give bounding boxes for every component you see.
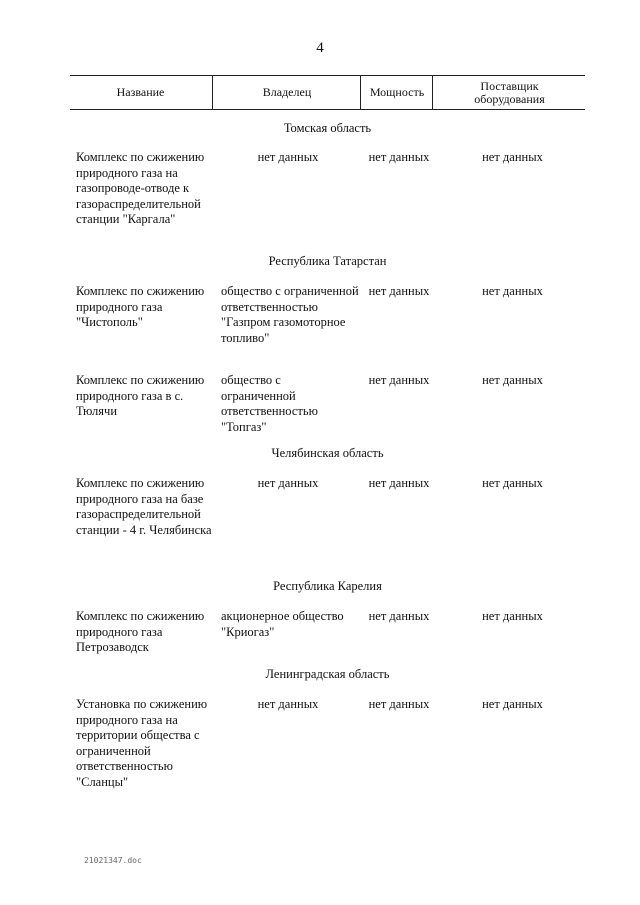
- row-name: Установка по сжижению природного газа на территории общества с ограниченной ответственностью "Сланцы": [76, 697, 208, 789]
- header-supplier-label: Поставщик оборудования: [474, 78, 545, 106]
- row-power: нет данных: [368, 476, 430, 490]
- row-power: нет данных: [368, 373, 430, 387]
- row-supplier: нет данных: [482, 609, 543, 623]
- row-owner: нет данных: [257, 150, 319, 164]
- row-power: нет данных: [368, 609, 430, 623]
- row-name: Комплекс по сжижению природного газа Петрозаводск: [76, 609, 205, 654]
- header-supplier: [432, 76, 586, 109]
- region-title: Ленинградская область: [265, 667, 390, 681]
- row-owner: нет данных: [257, 476, 319, 490]
- header-name: Название: [116, 85, 165, 99]
- row-supplier: нет данных: [482, 373, 543, 387]
- table-header: [70, 75, 585, 110]
- row-owner: общество с ограниченной ответственностью "Газпром газомоторное топливо": [221, 284, 359, 345]
- row-supplier: нет данных: [482, 284, 543, 298]
- header-power: Мощность: [360, 76, 433, 109]
- region-title: Республика Карелия: [273, 579, 382, 593]
- row-owner: общество с ограниченной ответственностью "Топгаз": [221, 373, 318, 434]
- header-owner: Владелец: [212, 76, 361, 109]
- row-owner: нет данных: [257, 697, 319, 711]
- row-name: Комплекс по сжижению природного газа на газопроводе-отводе к газораспределительной станции "Каргала": [76, 150, 205, 226]
- footer-doc-code: 21021347.doc: [84, 856, 142, 865]
- region-title: Томская область: [283, 121, 372, 135]
- row-name: Комплекс по сжижению природного газа в с. Тюлячи: [76, 373, 205, 418]
- row-power: нет данных: [368, 697, 430, 711]
- region-title: Республика Татарстан: [268, 254, 387, 268]
- row-supplier: нет данных: [482, 150, 543, 164]
- row-power: нет данных: [368, 150, 430, 164]
- row-name: Комплекс по сжижению природного газа "Чистополь": [76, 284, 205, 329]
- row-supplier: нет данных: [482, 476, 543, 490]
- row-name: Комплекс по сжижению природного газа на базе газораспределительной станции - 4 г. Челябинска: [76, 476, 212, 537]
- row-power: нет данных: [368, 284, 430, 298]
- row-supplier: нет данных: [482, 697, 543, 711]
- region-title: Челябинская область: [271, 446, 384, 460]
- row-owner: акционерное общество "Криогаз": [221, 609, 344, 639]
- page-number: 4: [316, 40, 324, 56]
